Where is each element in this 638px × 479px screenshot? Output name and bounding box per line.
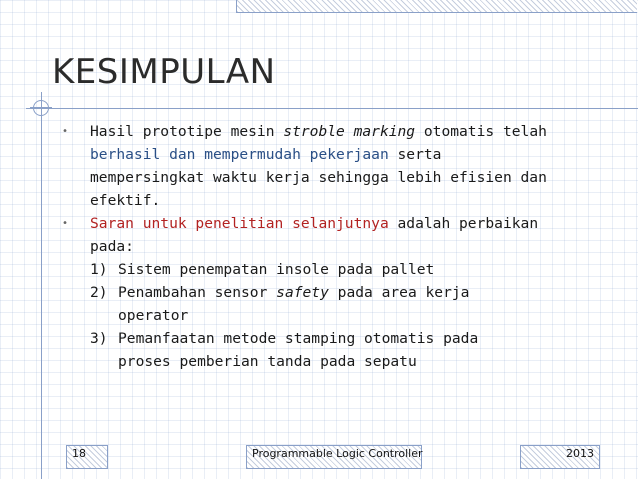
slide-content [60, 120, 620, 373]
bullet-text: Hasil prototipe mesin [90, 123, 284, 140]
bullet-line [90, 143, 620, 166]
title-underline [26, 108, 638, 109]
bullet-text: serta [388, 146, 442, 163]
suggestion-item-2 [60, 281, 620, 327]
bullet-line: mempersingkat waktu kerja sehingga lebih efisien dan [90, 169, 547, 186]
bullet-suggestion [60, 212, 620, 258]
bullet-line: pada: [90, 238, 134, 255]
left-margin-line [41, 92, 42, 479]
bullet-emphasis: stroble marking [283, 123, 416, 140]
item-line: Pemanfaatan metode stamping otomatis pada [118, 330, 479, 347]
bullet-line: efektif. [90, 192, 161, 209]
item-line: proses pemberian tanda pada sepatu [118, 353, 417, 370]
bullet-highlight: Saran untuk penelitian selanjutnya [90, 215, 389, 232]
item-line: Sistem penempatan insole pada pallet [118, 261, 435, 278]
bullet-highlight: berhasil dan mempermudah pekerjaan [90, 146, 389, 163]
item-number: 3) [90, 330, 108, 347]
item-text: Penambahan sensor [118, 284, 277, 301]
item-line [118, 281, 620, 304]
ring-ornament-icon [33, 100, 49, 116]
item-number: 1) [90, 261, 108, 278]
bullet-line [90, 120, 620, 143]
slide-title: KESIMPULAN [52, 52, 276, 92]
item-line: operator [118, 307, 189, 324]
bullet-dot-icon: • [62, 218, 69, 229]
slide-number: 18 [72, 447, 86, 460]
suggestion-item-3 [60, 327, 620, 373]
decorative-hatch-band [236, 0, 637, 13]
item-text: pada area kerja [328, 284, 470, 301]
bullet-text: adalah perbaikan [388, 215, 539, 232]
bullet-conclusion [60, 120, 620, 212]
bullet-line [90, 212, 620, 235]
footer-title: Programmable Logic Controller [252, 447, 423, 460]
suggestion-item-1 [60, 258, 620, 281]
item-number: 2) [90, 284, 108, 301]
footer-year: 2013 [566, 447, 594, 460]
ring-crossbar [30, 107, 52, 108]
bullet-text: otomatis telah [415, 123, 547, 140]
item-emphasis: safety [276, 284, 329, 301]
bullet-dot-icon: • [62, 126, 69, 137]
